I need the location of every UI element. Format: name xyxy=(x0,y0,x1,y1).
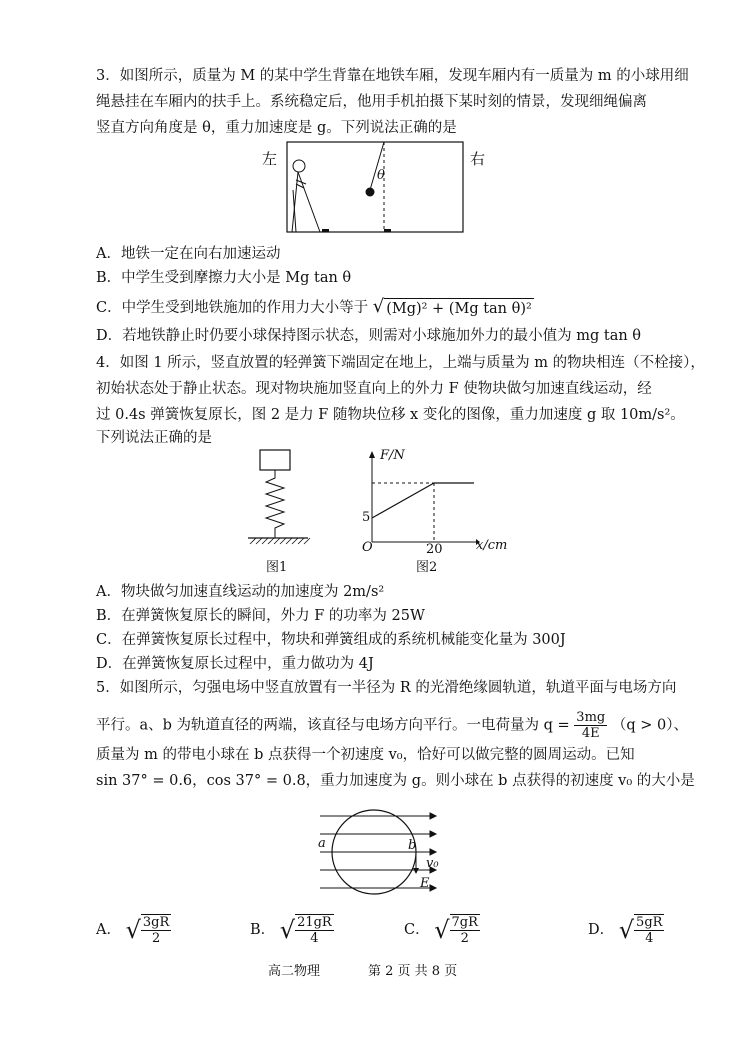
q5-option-c-num: 7gR xyxy=(451,915,478,930)
q5-option-a-den: 2 xyxy=(151,931,161,946)
q4-fig2-caption: 图2 xyxy=(416,560,438,575)
q3-option-d: D．若地铁静止时仍要小球保持图示状态，则需对小球施加外力的最小值为 mg tan θ xyxy=(96,328,642,344)
q4-option-a: A．物块做匀加速直线运动的加速度为 2m/s² xyxy=(96,584,385,600)
q4-stem-line3: 过 0.4s 弹簧恢复原长，图 2 是力 F 随物块位移 x 变化的图像，重力加速度 g 取 10m/s²。 xyxy=(96,407,685,423)
q5-option-c-den: 2 xyxy=(460,931,469,946)
q5-option-c-label: C． xyxy=(404,922,430,938)
q5-fig-point-b: b xyxy=(408,838,417,853)
q5-option-a-label: A． xyxy=(96,922,121,938)
q4-stem-line2: 初始状态处于静止状态。现对物块施加竖直向上的外力 F 使物块做匀加速直线运动，经 xyxy=(96,381,652,397)
q5-fig-point-a: a xyxy=(318,836,326,851)
q5-stem-line4: sin 37° = 0.6，cos 37° = 0.8，重力加速度为 g。则小球在 b 点获得的初速度 v₀ 的大小是 xyxy=(96,773,695,789)
q5-option-a xyxy=(96,914,171,946)
q4-option-b: B．在弹簧恢复原长的瞬间，外力 F 的功率为 25W xyxy=(96,608,425,624)
q5-option-b-den: 4 xyxy=(310,931,319,946)
q3-stem-line1: 3．如图所示，质量为 M 的某中学生背靠在地铁车厢，发现车厢内有一质量为 m 的小球用细 xyxy=(96,68,689,84)
q5-option-a-num: 3gR xyxy=(142,915,170,930)
q5-option-d xyxy=(588,914,664,946)
q5-stem-line3: 质量为 m 的带电小球在 b 点获得一个初速度 v₀，恰好可以做完整的圆周运动。已知 xyxy=(96,747,635,763)
q5-option-b-label: B． xyxy=(250,922,276,938)
q5-charge-numerator: 3mg xyxy=(576,710,606,725)
q4-tick-x-20: 20 xyxy=(426,542,443,557)
q4-axis-x-label: x/cm xyxy=(476,538,508,553)
footer-page-number: 第 2 页 共 8 页 xyxy=(368,964,458,979)
q3-fig-theta: θ xyxy=(377,168,385,183)
q5-stem-line2 xyxy=(96,710,688,741)
sqrt-icon: √ xyxy=(279,916,296,944)
q5-option-c xyxy=(404,914,480,946)
q5-option-d-fraction xyxy=(634,914,664,946)
sqrt-icon: √ xyxy=(125,916,141,944)
q3-option-b: B．中学生受到摩擦力大小是 Mg tan θ xyxy=(96,270,352,286)
q3-option-a: A．地铁一定在向右加速运动 xyxy=(96,246,281,262)
q5-stem-line1: 5．如图所示，匀强电场中竖直放置有一半径为 R 的光滑绝缘圆轨道，轨道平面与电场方向 xyxy=(96,680,677,696)
q4-option-c: C．在弹簧恢复原长过程中，物块和弹簧组成的系统机械能变化量为 300J xyxy=(96,632,566,648)
sqrt-icon: √ xyxy=(618,916,635,944)
q5-stem-line2-suffix: （q > 0）、 xyxy=(611,717,688,734)
q5-fig-v0: v₀ xyxy=(426,856,439,871)
q3-option-c xyxy=(96,297,534,319)
q4-axis-y-label: F/N xyxy=(380,448,405,463)
q5-charge-denominator: 4E xyxy=(581,726,600,741)
footer-subject: 高二物理 xyxy=(268,964,321,979)
q3-subway-figure xyxy=(286,140,466,236)
q5-option-d-den: 4 xyxy=(645,931,654,946)
q5-option-d-num: 5gR xyxy=(636,915,663,930)
q5-option-d-label: D． xyxy=(588,922,615,938)
q4-fig1-caption: 图1 xyxy=(266,560,288,575)
q4-stem-line4: 下列说法正确的是 xyxy=(96,430,212,446)
q5-option-b xyxy=(250,914,334,946)
q3-fig-right-label: 右 xyxy=(470,150,486,168)
q4-tick-y-5: 5 xyxy=(362,510,371,525)
q3-stem-line3: 竖直方向角度是 θ，重力加速度是 g。下列说法正确的是 xyxy=(96,120,457,136)
q3-fig-left-label: 左 xyxy=(262,150,278,168)
q4-spring-figure xyxy=(246,448,316,552)
q5-option-b-fraction xyxy=(295,914,334,946)
q5-option-a-fraction xyxy=(141,914,171,946)
sqrt-icon: √ xyxy=(372,296,385,317)
q5-fig-e: E xyxy=(420,876,430,891)
q5-option-c-fraction xyxy=(450,914,480,946)
sqrt-icon: √ xyxy=(434,916,450,944)
q5-stem-line2-text: 平行。a、b 为轨道直径的两端，该直径与电场方向平行。一电荷量为 q = xyxy=(96,717,570,734)
q5-charge-fraction xyxy=(574,710,607,741)
q4-option-d: D．在弹簧恢复原长过程中，重力做功为 4J xyxy=(96,656,374,672)
q3-option-c-formula: (Mg)² + (Mg tan θ)² xyxy=(384,298,534,319)
q3-option-c-text: C．中学生受到地铁施加的作用力大小等于 xyxy=(96,300,369,316)
q4-origin-label: O xyxy=(362,540,373,555)
q5-option-b-num: 21gR xyxy=(297,915,332,930)
q3-stem-line2: 绳悬挂在车厢内的扶手上。系统稳定后，他用手机拍摄下某时刻的情景，发现细绳偏离 xyxy=(96,94,647,110)
q4-stem-line1: 4．如图 1 所示，竖直放置的轻弹簧下端固定在地上，上端与质量为 m 的物块相连（不栓接）， xyxy=(96,355,705,371)
q4-force-graph xyxy=(360,448,480,548)
